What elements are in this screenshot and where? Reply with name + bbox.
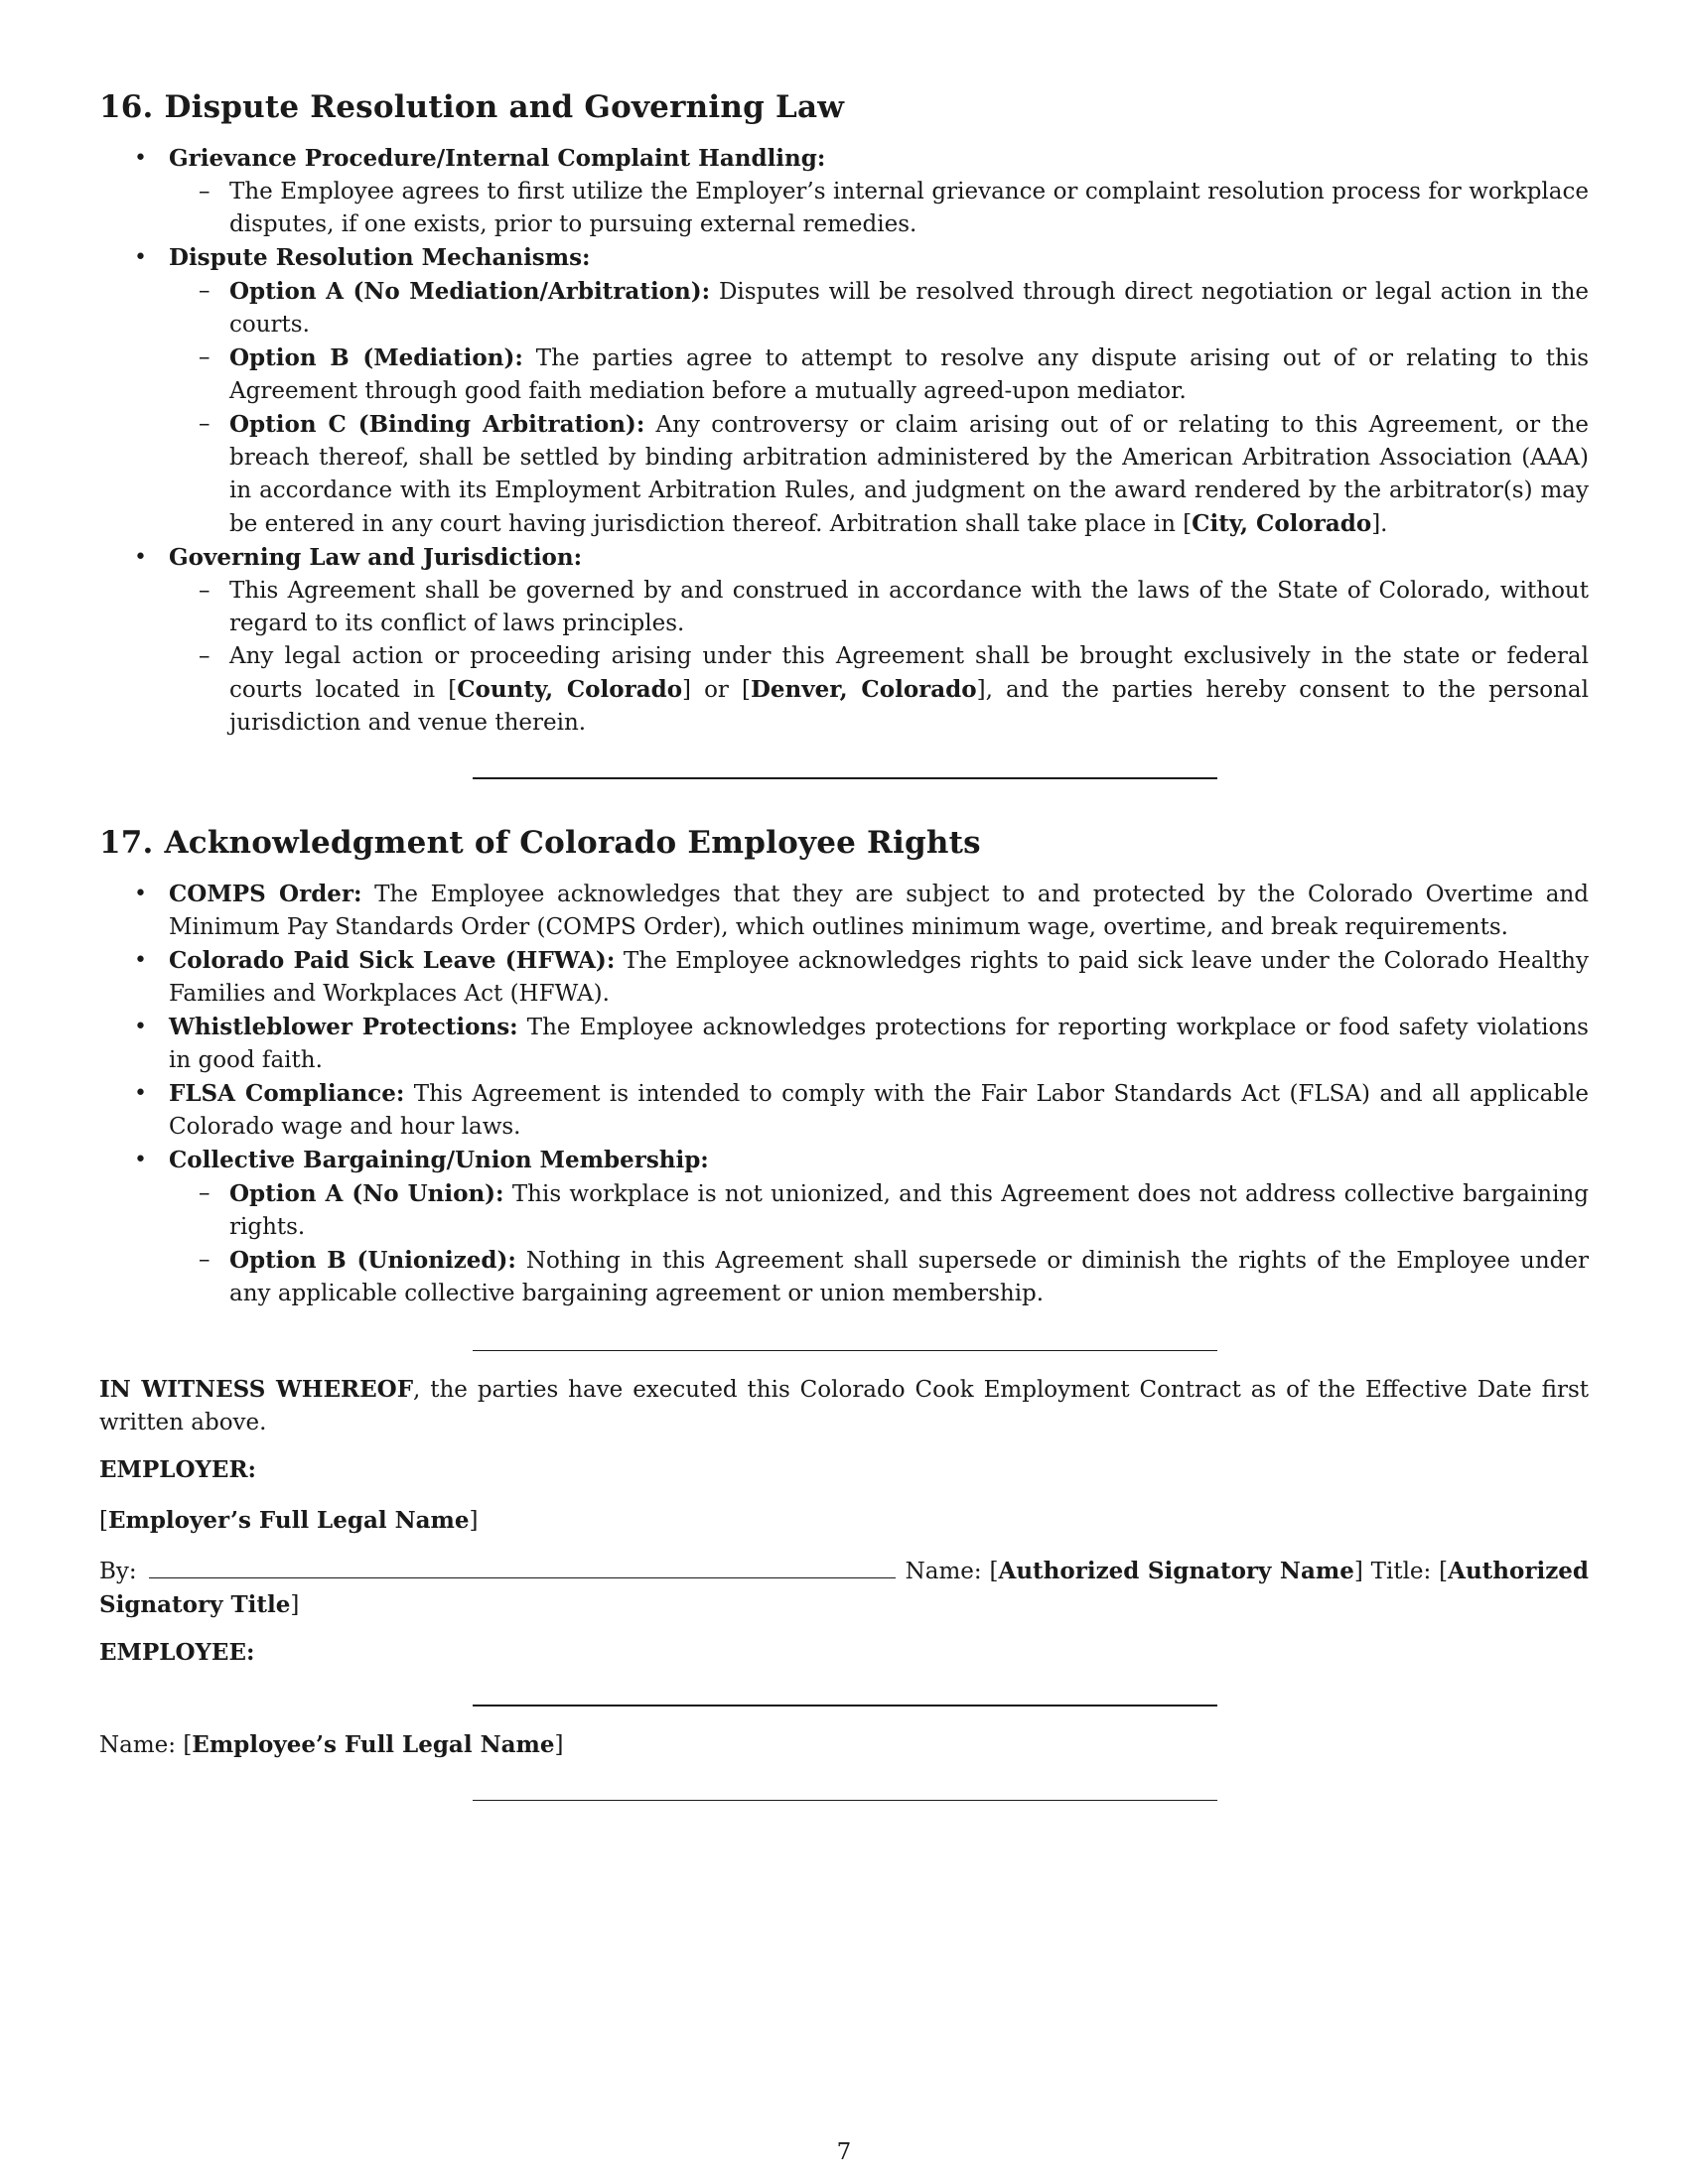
- employee-date-line: [473, 1800, 1217, 1801]
- dispute-sublist: [169, 275, 1589, 541]
- bracket-close: ]: [469, 1508, 479, 1535]
- document-page: [99, 89, 1589, 1801]
- option-b-text: The parties agree to attempt to resolve any dispute arising out of or relating to this Agreement through good faith mediation before a mutually agreed-upon mediator.: [229, 345, 1589, 405]
- governing-law-text-1: This Agreement shall be governed by and construed in accordance with the laws of the State of Colorado, without regard to its conflict of laws principles.: [229, 578, 1589, 637]
- employer-heading: EMPLOYER:: [99, 1456, 257, 1484]
- dispute-option-b: [169, 341, 1589, 408]
- bracket-open: [: [99, 1508, 108, 1535]
- option-b-label: Option B (Mediation):: [229, 344, 523, 372]
- signatory-title: Authorized Signatory Title: [99, 1558, 1589, 1619]
- signatory-title-label: ] Title: [: [1353, 1559, 1449, 1585]
- section-divider: [473, 777, 1217, 779]
- whistleblower-label: Whistleblower Protections:: [169, 1014, 518, 1041]
- option-c-text: Any controversy or claim arising out of or relating to this Agreement, or the breach thereof, shall be settled by binding arbitration administered by the American Arbitration Association (AAA) in accordance with its Employment Arbitration Rules, and judgment on the award rendered by the arbitrator(s) may be entered in any court having jurisdiction thereof. Arbitration shall take place in [: [229, 412, 1589, 538]
- signatory-name: Authorized Signatory Name: [998, 1558, 1354, 1585]
- list-item-hfwa: [99, 944, 1589, 1011]
- employer-name: Employer’s Full Legal Name: [107, 1507, 470, 1535]
- list-item-whistleblower: [99, 1011, 1589, 1077]
- employee-heading: EMPLOYEE:: [99, 1639, 255, 1667]
- option-c-label: Option C (Binding Arbitration):: [229, 411, 645, 439]
- grievance-label: Grievance Procedure/Internal Complaint Handling:: [169, 145, 826, 173]
- dispute-label: Dispute Resolution Mechanisms:: [169, 244, 591, 272]
- employer-signature-block: [99, 1554, 1589, 1622]
- section-divider-thin: [473, 1350, 1217, 1351]
- list-item-grievance: [99, 142, 1589, 241]
- employee-name: Employee’s Full Legal Name: [192, 1731, 555, 1759]
- union-option-a-text: This workplace is not unionized, and this Agreement does not address collective bargaining rights.: [229, 1181, 1589, 1241]
- grievance-item: [169, 176, 1589, 241]
- list-item-union: [99, 1144, 1589, 1310]
- grievance-sublist: [169, 176, 1589, 241]
- flsa-text: This Agreement is intended to comply with the Fair Labor Standards Act (FLSA) and all applicable Colorado wage and hour laws.: [169, 1081, 1589, 1141]
- by-label: By:: [99, 1559, 137, 1585]
- denver-placeholder: Denver, Colorado: [750, 676, 977, 704]
- employer-signature-line[interactable]: [149, 1554, 896, 1578]
- governing-law-text-2a: Any legal action or proceeding arising under this Agreement shall be brought exclusively in the state or federal courts located in [: [229, 643, 1589, 704]
- list-item-governing-law: [99, 541, 1589, 740]
- union-option-a: [169, 1177, 1589, 1244]
- witness-paragraph: [99, 1373, 1589, 1439]
- option-a-text: Disputes will be resolved through direct negotiation or legal action in the courts.: [229, 279, 1589, 339]
- comps-label: COMPS Order:: [169, 881, 362, 908]
- list-item-flsa: [99, 1077, 1589, 1144]
- option-a-label: Option A (No Mediation/Arbitration):: [229, 278, 711, 306]
- governing-law-text-2b: ] or [: [682, 677, 751, 704]
- union-option-b-label: Option B (Unionized):: [229, 1247, 516, 1275]
- union-option-b: [169, 1244, 1589, 1310]
- hfwa-label: Colorado Paid Sick Leave (HFWA):: [169, 947, 616, 975]
- section-17-title: 17. Acknowledgment of Colorado Employee Rights: [99, 825, 981, 862]
- governing-law-sublist: [169, 575, 1589, 740]
- employee-signature-line[interactable]: [473, 1705, 1217, 1706]
- section-17-list: [99, 878, 1589, 1310]
- list-item-comps: [99, 878, 1589, 944]
- comps-text: The Employee acknowledges that they are subject to and protected by the Colorado Overtime and Minimum Pay Standards Order (COMPS Order), which outlines minimum wage, overtime, and break requirements.: [169, 882, 1589, 941]
- list-item-dispute: [99, 241, 1589, 541]
- union-label: Collective Bargaining/Union Membership:: [169, 1147, 709, 1174]
- option-c-end: ].: [1371, 511, 1388, 538]
- county-placeholder: County, Colorado: [457, 676, 683, 704]
- union-option-a-label: Option A (No Union):: [229, 1180, 504, 1208]
- dispute-option-c: [169, 408, 1589, 541]
- whistleblower-text: The Employee acknowledges protections for reporting workplace or food safety violations in good faith.: [169, 1015, 1589, 1074]
- employer-name-line: [99, 1504, 1589, 1538]
- employee-name-line: [99, 1728, 1589, 1762]
- section-16-list: [99, 142, 1589, 740]
- governing-law-item-2: [169, 640, 1589, 740]
- bracket-close: ]: [290, 1592, 300, 1619]
- section-16-title: 16. Dispute Resolution and Governing Law: [99, 89, 845, 125]
- flsa-label: FLSA Compliance:: [169, 1080, 405, 1108]
- bracket-close: ]: [554, 1732, 564, 1759]
- witness-lead: IN WITNESS WHEREOF: [99, 1376, 414, 1404]
- governing-law-label: Governing Law and Jurisdiction:: [169, 544, 583, 572]
- grievance-text: The Employee agrees to first utilize the Employer’s internal grievance or complaint resolution process for workplace disputes, if one exists, prior to pursuing external remedies.: [229, 179, 1589, 238]
- governing-law-text-2c: ], and the parties hereby consent to the personal jurisdiction and venue therein.: [229, 677, 1590, 737]
- witness-text: , the parties have executed this Colorado Cook Employment Contract as of the Effective Date first written above.: [99, 1377, 1589, 1436]
- page-number: 7: [836, 2139, 852, 2165]
- hfwa-text: The Employee acknowledges rights to paid sick leave under the Colorado Healthy Families and Workplaces Act (HFWA).: [169, 948, 1589, 1008]
- option-c-city: City, Colorado: [1192, 510, 1372, 538]
- dispute-option-a: [169, 275, 1589, 341]
- signatory-name-label: Name: [: [905, 1559, 999, 1585]
- union-sublist: [169, 1177, 1589, 1310]
- governing-law-item-1: [169, 575, 1589, 640]
- union-option-b-text: Nothing in this Agreement shall supersede or diminish the rights of the Employee under any applicable collective bargaining agreement or union membership.: [229, 1248, 1589, 1307]
- employee-name-label: Name: [: [99, 1732, 193, 1759]
